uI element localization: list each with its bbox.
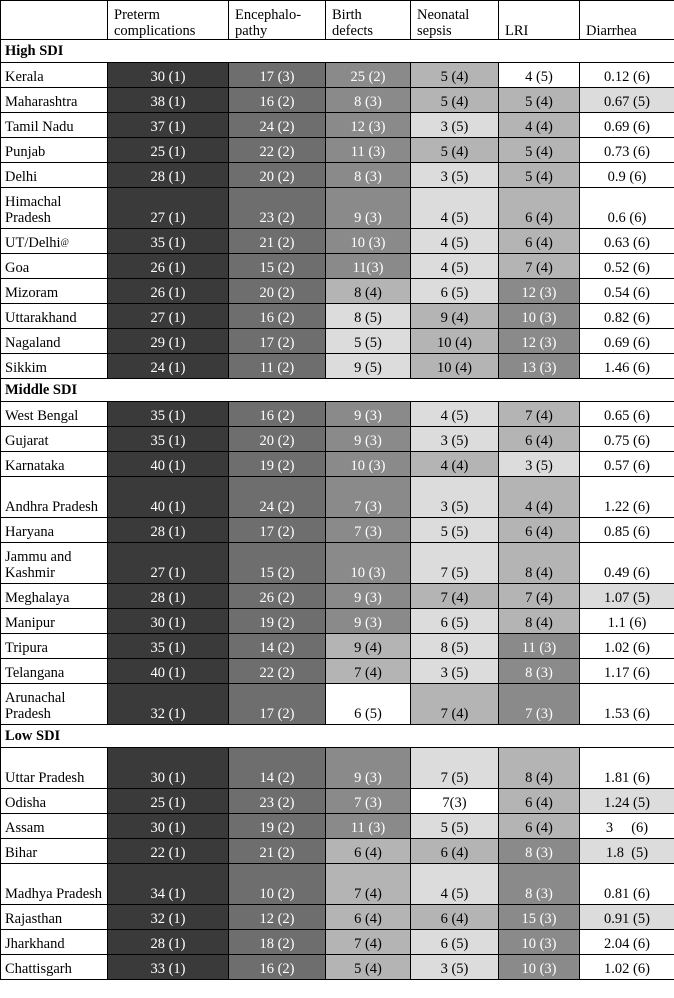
state-name-cell [1, 477, 108, 518]
value-cell: 12 (3) [326, 113, 411, 138]
value-cell: 10 (3) [326, 229, 411, 254]
value-cell: 3 (5) [411, 113, 499, 138]
state-name-cell [1, 684, 108, 725]
state-name: Rajasthan [5, 911, 63, 927]
table-row [1, 814, 674, 839]
value-cell: 7 (3) [326, 789, 411, 814]
value-cell: 23 (2) [229, 789, 326, 814]
header-lri: LRI [499, 1, 580, 40]
table-row [1, 543, 674, 584]
value-cell: 9 (5) [326, 354, 411, 379]
state-name: Goa [5, 260, 30, 276]
value-cell: 6 (4) [411, 839, 499, 864]
value-cell: 30 (1) [108, 814, 229, 839]
value-cell: 9 (4) [326, 634, 411, 659]
value-cell: 35 (1) [108, 634, 229, 659]
value-cell: 0.69 (6) [580, 113, 674, 138]
value-cell: 16 (2) [229, 402, 326, 427]
value-cell: 38 (1) [108, 88, 229, 113]
header-encephalopathy: Encephalo-pathy [229, 1, 326, 40]
value-cell: 0.6 (6) [580, 188, 674, 229]
value-cell: 28 (1) [108, 518, 229, 543]
table-body [1, 40, 674, 980]
table-row [1, 163, 674, 188]
value-cell: 28 (1) [108, 163, 229, 188]
value-cell: 11 (3) [499, 634, 580, 659]
state-name-cell [1, 905, 108, 930]
value-cell: 5 (5) [411, 814, 499, 839]
value-cell: 20 (2) [229, 279, 326, 304]
value-cell: 3 (6) [580, 814, 674, 839]
value-cell: 5 (5) [411, 518, 499, 543]
table-row [1, 609, 674, 634]
value-cell: 5 (4) [499, 88, 580, 113]
state-name-cell [1, 138, 108, 163]
value-cell: 6 (5) [411, 609, 499, 634]
value-cell: 6 (4) [326, 839, 411, 864]
value-cell: 19 (2) [229, 814, 326, 839]
state-name: Madhya Pradesh [5, 886, 103, 902]
value-cell: 40 (1) [108, 477, 229, 518]
table-row [1, 684, 674, 725]
value-cell: 4 (4) [499, 113, 580, 138]
value-cell: 2.04 (6) [580, 930, 674, 955]
section-title: High SDI [1, 40, 674, 63]
value-cell: 4 (5) [411, 864, 499, 905]
value-cell: 10 (3) [326, 452, 411, 477]
value-cell: 0.52 (6) [580, 254, 674, 279]
value-cell: 30 (1) [108, 609, 229, 634]
table-row [1, 659, 674, 684]
state-name-cell [1, 543, 108, 584]
value-cell: 17 (2) [229, 518, 326, 543]
state-name: Manipur [5, 615, 55, 631]
value-cell: 7(3) [411, 789, 499, 814]
value-cell: 5 (4) [499, 138, 580, 163]
value-cell: 0.82 (6) [580, 304, 674, 329]
header-birth-defects: Birth defects [326, 1, 411, 40]
value-cell: 19 (2) [229, 609, 326, 634]
value-cell: 7 (4) [499, 402, 580, 427]
value-cell: 8 (3) [326, 88, 411, 113]
value-cell: 9 (3) [326, 584, 411, 609]
state-name-cell [1, 864, 108, 905]
state-name: Sikkim [5, 360, 47, 376]
value-cell: 0.65 (6) [580, 402, 674, 427]
value-cell: 7 (3) [499, 684, 580, 725]
value-cell: 7 (5) [411, 543, 499, 584]
value-cell: 6 (4) [411, 905, 499, 930]
value-cell: 3 (5) [499, 452, 580, 477]
value-cell: 7 (3) [326, 518, 411, 543]
value-cell: 7 (4) [411, 584, 499, 609]
state-name: Bihar [5, 845, 38, 861]
table-row [1, 905, 674, 930]
value-cell: 24 (1) [108, 354, 229, 379]
value-cell: 7 (4) [411, 684, 499, 725]
value-cell: 8 (3) [499, 659, 580, 684]
value-cell: 15 (2) [229, 543, 326, 584]
state-name-cell [1, 518, 108, 543]
value-cell: 7 (4) [326, 659, 411, 684]
value-cell: 5 (4) [411, 88, 499, 113]
value-cell: 7 (4) [326, 930, 411, 955]
header-state [1, 1, 108, 40]
value-cell: 0.63 (6) [580, 229, 674, 254]
value-cell: 9 (3) [326, 188, 411, 229]
value-cell: 16 (2) [229, 88, 326, 113]
section-title: Low SDI [1, 725, 674, 748]
value-cell: 6 (5) [411, 930, 499, 955]
state-name: Jammu and Kashmir [5, 549, 72, 581]
value-cell: 18 (2) [229, 930, 326, 955]
value-cell: 37 (1) [108, 113, 229, 138]
value-cell: 1.53 (6) [580, 684, 674, 725]
value-cell: 0.85 (6) [580, 518, 674, 543]
value-cell: 24 (2) [229, 477, 326, 518]
value-cell: 35 (1) [108, 427, 229, 452]
state-name: Punjab [5, 144, 46, 160]
state-name-cell [1, 113, 108, 138]
value-cell: 4 (5) [499, 63, 580, 88]
table-row [1, 839, 674, 864]
value-cell: 30 (1) [108, 748, 229, 789]
value-cell: 3 (5) [411, 955, 499, 980]
value-cell: 1.02 (6) [580, 955, 674, 980]
section-header-row [1, 379, 674, 402]
value-cell: 6 (4) [499, 229, 580, 254]
value-cell: 4 (4) [499, 477, 580, 518]
value-cell: 32 (1) [108, 684, 229, 725]
value-cell: 1.22 (6) [580, 477, 674, 518]
state-name: West Bengal [5, 408, 79, 424]
value-cell: 11 (2) [229, 354, 326, 379]
state-name: Uttarakhand [5, 310, 77, 326]
value-cell: 20 (2) [229, 427, 326, 452]
value-cell: 3 (5) [411, 477, 499, 518]
value-cell: 0.12 (6) [580, 63, 674, 88]
value-cell: 6 (4) [499, 188, 580, 229]
state-name-cell [1, 634, 108, 659]
value-cell: 6 (4) [326, 905, 411, 930]
state-name-cell [1, 402, 108, 427]
value-cell: 0.91 (5) [580, 905, 674, 930]
table-row [1, 518, 674, 543]
state-name-cell [1, 814, 108, 839]
value-cell: 25 (1) [108, 789, 229, 814]
state-name: Andhra Pradesh [5, 499, 99, 515]
value-cell: 29 (1) [108, 329, 229, 354]
value-cell: 4 (5) [411, 402, 499, 427]
section-header-row [1, 725, 674, 748]
table-row [1, 477, 674, 518]
table-row [1, 930, 674, 955]
value-cell: 27 (1) [108, 304, 229, 329]
value-cell: 9 (4) [411, 304, 499, 329]
state-name: Jharkhand [5, 936, 65, 952]
value-cell: 1.8 (5) [580, 839, 674, 864]
value-cell: 0.73 (6) [580, 138, 674, 163]
table-row [1, 63, 674, 88]
header-preterm: Preterm complications [108, 1, 229, 40]
value-cell: 12 (2) [229, 905, 326, 930]
table-row [1, 254, 674, 279]
value-cell: 6 (4) [499, 814, 580, 839]
state-name-cell [1, 304, 108, 329]
state-name-cell [1, 452, 108, 477]
value-cell: 0.67 (5) [580, 88, 674, 113]
state-name-cell [1, 329, 108, 354]
table-row [1, 279, 674, 304]
table-row [1, 789, 674, 814]
value-cell: 1.17 (6) [580, 659, 674, 684]
value-cell: 15 (2) [229, 254, 326, 279]
value-cell: 7 (4) [499, 254, 580, 279]
value-cell: 26 (1) [108, 279, 229, 304]
value-cell: 13 (3) [499, 354, 580, 379]
value-cell: 1.81 (6) [580, 748, 674, 789]
value-cell: 6 (4) [499, 427, 580, 452]
value-cell: 10 (2) [229, 864, 326, 905]
table-row [1, 329, 674, 354]
value-cell: 34 (1) [108, 864, 229, 905]
state-name-cell [1, 254, 108, 279]
table-row [1, 113, 674, 138]
table-row [1, 402, 674, 427]
value-cell: 26 (1) [108, 254, 229, 279]
value-cell: 9 (3) [326, 609, 411, 634]
state-name-cell [1, 609, 108, 634]
state-name: Tripura [5, 640, 48, 656]
value-cell: 27 (1) [108, 543, 229, 584]
value-cell: 10 (4) [411, 354, 499, 379]
state-name-cell [1, 789, 108, 814]
value-cell: 10 (3) [326, 543, 411, 584]
value-cell: 8 (5) [411, 634, 499, 659]
value-cell: 8 (4) [499, 748, 580, 789]
table-row [1, 584, 674, 609]
state-name: Meghalaya [5, 590, 70, 606]
footnote-marker: @ [60, 237, 69, 247]
value-cell: 9 (3) [326, 427, 411, 452]
value-cell: 0.75 (6) [580, 427, 674, 452]
state-name-cell [1, 163, 108, 188]
value-cell: 11 (3) [326, 138, 411, 163]
state-name: Delhi [5, 169, 38, 185]
state-name: Kerala [5, 69, 44, 85]
state-name: UT/Delhi [5, 235, 61, 251]
value-cell: 22 (2) [229, 138, 326, 163]
section-title: Middle SDI [1, 379, 674, 402]
state-name-cell [1, 63, 108, 88]
value-cell: 5 (4) [499, 163, 580, 188]
value-cell: 3 (5) [411, 659, 499, 684]
value-cell: 8 (3) [326, 163, 411, 188]
header-row [1, 1, 674, 40]
value-cell: 1.24 (5) [580, 789, 674, 814]
state-name-cell [1, 955, 108, 980]
value-cell: 15 (3) [499, 905, 580, 930]
state-name: Assam [5, 820, 45, 836]
value-cell: 1.46 (6) [580, 354, 674, 379]
value-cell: 35 (1) [108, 229, 229, 254]
state-name-cell [1, 188, 108, 229]
value-cell: 33 (1) [108, 955, 229, 980]
value-cell: 19 (2) [229, 452, 326, 477]
value-cell: 32 (1) [108, 905, 229, 930]
value-cell: 11 (3) [326, 814, 411, 839]
table-row [1, 188, 674, 229]
value-cell: 17 (2) [229, 684, 326, 725]
value-cell: 0.81 (6) [580, 864, 674, 905]
state-name: Tamil Nadu [5, 119, 74, 135]
value-cell: 28 (1) [108, 930, 229, 955]
state-name-cell [1, 659, 108, 684]
state-name-cell [1, 930, 108, 955]
value-cell: 8 (4) [499, 609, 580, 634]
state-name-cell [1, 279, 108, 304]
state-name: Himachal Pradesh [5, 194, 62, 226]
value-cell: 25 (2) [326, 63, 411, 88]
value-cell: 1.07 (5) [580, 584, 674, 609]
table-row [1, 427, 674, 452]
value-cell: 8 (3) [499, 864, 580, 905]
value-cell: 12 (3) [499, 329, 580, 354]
value-cell: 14 (2) [229, 634, 326, 659]
state-name-cell [1, 748, 108, 789]
value-cell: 16 (2) [229, 304, 326, 329]
value-cell: 17 (3) [229, 63, 326, 88]
value-cell: 7 (5) [411, 748, 499, 789]
value-cell: 9 (3) [326, 748, 411, 789]
value-cell: 0.9 (6) [580, 163, 674, 188]
value-cell: 8 (4) [499, 543, 580, 584]
value-cell: 7 (4) [499, 584, 580, 609]
value-cell: 22 (2) [229, 659, 326, 684]
value-cell: 22 (1) [108, 839, 229, 864]
value-cell: 12 (3) [499, 279, 580, 304]
state-name: Odisha [5, 795, 47, 811]
value-cell: 8 (4) [326, 279, 411, 304]
state-name: Telangana [5, 665, 65, 681]
value-cell: 7 (3) [326, 477, 411, 518]
value-cell: 4 (5) [411, 254, 499, 279]
state-name: Uttar Pradesh [5, 770, 85, 786]
value-cell: 4 (4) [411, 452, 499, 477]
table-row [1, 864, 674, 905]
value-cell: 8 (3) [499, 839, 580, 864]
state-name: Arunachal Pradesh [5, 690, 66, 722]
header-diarrhea: Diarrhea [580, 1, 674, 40]
state-name-cell [1, 88, 108, 113]
state-name: Karnataka [5, 458, 65, 474]
value-cell: 6 (4) [499, 789, 580, 814]
value-cell: 4 (5) [411, 188, 499, 229]
value-cell: 0.69 (6) [580, 329, 674, 354]
value-cell: 6 (5) [411, 279, 499, 304]
state-name-cell [1, 229, 108, 254]
table-row [1, 138, 674, 163]
value-cell: 28 (1) [108, 584, 229, 609]
state-name: Haryana [5, 524, 55, 540]
value-cell: 5 (4) [326, 955, 411, 980]
value-cell: 35 (1) [108, 402, 229, 427]
table-row [1, 748, 674, 789]
value-cell: 21 (2) [229, 839, 326, 864]
value-cell: 27 (1) [108, 188, 229, 229]
table-row [1, 955, 674, 980]
value-cell: 0.49 (6) [580, 543, 674, 584]
table-row [1, 354, 674, 379]
value-cell: 9 (3) [326, 402, 411, 427]
state-name-cell [1, 427, 108, 452]
value-cell: 5 (4) [411, 138, 499, 163]
value-cell: 24 (2) [229, 113, 326, 138]
table-row [1, 634, 674, 659]
value-cell: 10 (3) [499, 930, 580, 955]
value-cell: 26 (2) [229, 584, 326, 609]
header-neonatal-sepsis: Neonatal sepsis [411, 1, 499, 40]
state-name-cell [1, 584, 108, 609]
value-cell: 21 (2) [229, 229, 326, 254]
state-name-cell [1, 839, 108, 864]
value-cell: 5 (5) [326, 329, 411, 354]
state-name: Chattisgarh [5, 961, 72, 977]
value-cell: 40 (1) [108, 659, 229, 684]
value-cell: 8 (5) [326, 304, 411, 329]
value-cell: 23 (2) [229, 188, 326, 229]
value-cell: 0.57 (6) [580, 452, 674, 477]
value-cell: 3 (5) [411, 163, 499, 188]
state-name: Maharashtra [5, 94, 78, 110]
table-row [1, 452, 674, 477]
value-cell: 6 (4) [499, 518, 580, 543]
table-row [1, 229, 674, 254]
value-cell: 16 (2) [229, 955, 326, 980]
state-name: Nagaland [5, 335, 61, 351]
value-cell: 25 (1) [108, 138, 229, 163]
value-cell: 20 (2) [229, 163, 326, 188]
value-cell: 10 (3) [499, 955, 580, 980]
value-cell: 14 (2) [229, 748, 326, 789]
value-cell: 6 (5) [326, 684, 411, 725]
value-cell: 10 (4) [411, 329, 499, 354]
value-cell: 30 (1) [108, 63, 229, 88]
state-name: Gujarat [5, 433, 49, 449]
value-cell: 1.02 (6) [580, 634, 674, 659]
value-cell: 10 (3) [499, 304, 580, 329]
table-row [1, 88, 674, 113]
value-cell: 5 (4) [411, 63, 499, 88]
section-header-row [1, 40, 674, 63]
value-cell: 11(3) [326, 254, 411, 279]
value-cell: 40 (1) [108, 452, 229, 477]
value-cell: 3 (5) [411, 427, 499, 452]
value-cell: 1.1 (6) [580, 609, 674, 634]
value-cell: 4 (5) [411, 229, 499, 254]
state-name-cell [1, 354, 108, 379]
value-cell: 0.54 (6) [580, 279, 674, 304]
value-cell: 17 (2) [229, 329, 326, 354]
table-row [1, 304, 674, 329]
state-name: Mizoram [5, 285, 59, 301]
value-cell: 7 (4) [326, 864, 411, 905]
